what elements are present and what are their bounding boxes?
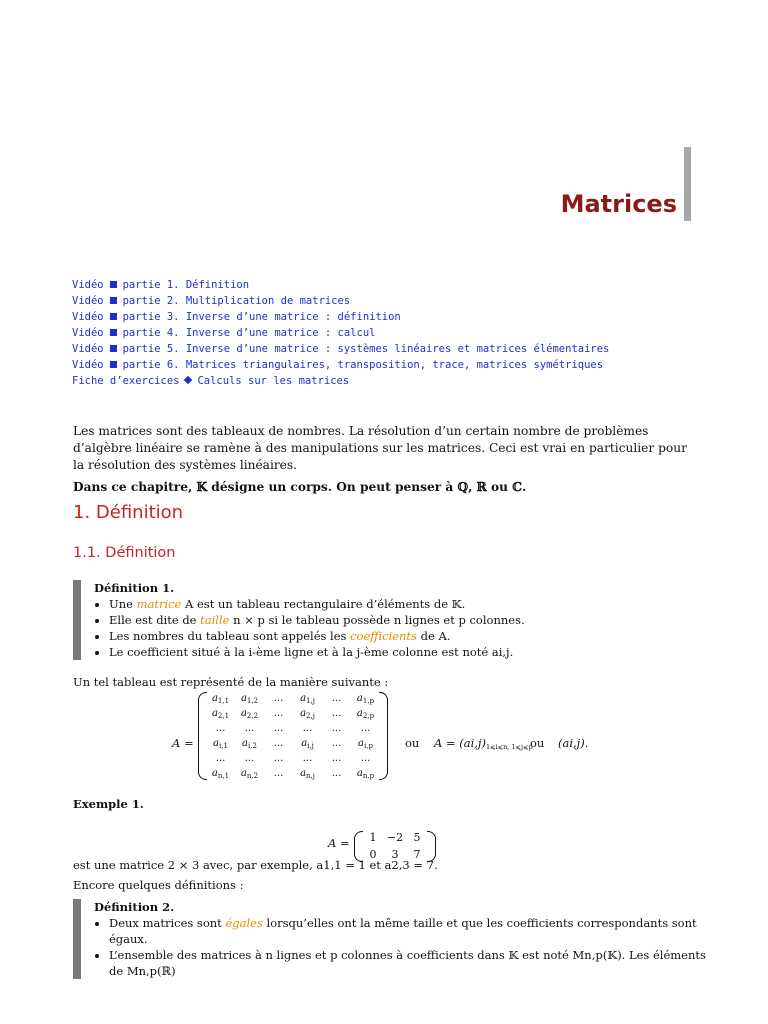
matrix-cell: $a_{n,p}$ xyxy=(356,768,375,780)
definition-item: • Elle est dite de taille n × p si le tableau possède n lignes et p colonnes. xyxy=(109,612,525,628)
square-bullet-icon xyxy=(110,345,117,352)
intro-text: Les matrices sont des tableaux de nombres. La résolution d’un certain nombre de problèmes d’algèbre linéaire se ramène à des manipulations sur les matrices. Ceci est vrai en particulier pour la résolution des systèmes linéaires. xyxy=(73,424,687,472)
matrix-lhs: A = xyxy=(172,736,194,750)
matrix-cell: $a_{1,1}$ xyxy=(211,693,230,705)
page-title: Matrices xyxy=(560,190,677,218)
square-bullet-icon xyxy=(110,297,117,304)
example-title: Exemple 1. xyxy=(73,797,144,811)
matrix-cell: $a_{i,2}$ xyxy=(242,738,257,750)
alt-notation-2: (ai,j). xyxy=(558,736,589,750)
ou-1: ou xyxy=(405,736,420,750)
matrix-cell: $a_{2,1}$ xyxy=(211,708,230,720)
exercise-link[interactable]: Fiche d’exercices Calculs sur les matrices xyxy=(72,375,350,387)
matrix-cell: $a_{n,2}$ xyxy=(240,768,259,780)
definition-item: • L’ensemble des matrices à n lignes et p colonnes à coefficients dans 𝕂 est noté Mn,p(𝕂). Les éléments de Mn,p(ℝ) xyxy=(109,947,713,979)
alt-notation-1: $A = (ai,j)_{1⩽i⩽n, 1⩽j⩽p}$ xyxy=(434,736,533,751)
matrix-cell: ... xyxy=(331,723,342,734)
matrix-cell: $a_{1,j}$ xyxy=(300,693,315,705)
matrix-cell: $a_{i,p}$ xyxy=(358,738,373,750)
matrix-cell: 7 xyxy=(413,848,421,861)
example-text: est une matrice 2 × 3 avec, par exemple, a1,1 = 1 et a2,3 = 7. xyxy=(73,858,438,872)
matrix-cell: $a_{n,1}$ xyxy=(211,768,230,780)
matrix-cell: ... xyxy=(331,753,342,764)
square-bullet-icon xyxy=(110,329,117,336)
subsection-title: 1.1. Définition xyxy=(73,545,176,561)
matrix-cell: ... xyxy=(244,723,255,734)
video-link[interactable]: Vidéo partie 4. Inverse d’une matrice : calcul xyxy=(72,327,376,339)
matrix-cell: $a_{n,j}$ xyxy=(300,768,315,780)
matrix-cell: ... xyxy=(360,753,371,764)
matrix-cell: ... xyxy=(273,738,284,749)
matrix-cell: ... xyxy=(273,768,284,779)
video-link[interactable]: Vidéo partie 3. Inverse d’une matrice : définition xyxy=(72,311,401,323)
general-matrix xyxy=(172,692,589,780)
matrix-cell: $a_{i,j}$ xyxy=(301,738,314,750)
definition-title: Définition 2. xyxy=(94,900,175,914)
matrix-cell: 0 xyxy=(369,848,377,861)
square-bullet-icon xyxy=(110,313,117,320)
matrix-cell: ... xyxy=(360,723,371,734)
definition-item: • Deux matrices sont égales lorsqu’elles ont la même taille et que les coefficients correspondants sont égaux. xyxy=(109,915,713,947)
matrix-cell: 3 xyxy=(391,848,399,861)
matrix-cell: ... xyxy=(273,723,284,734)
video-link[interactable]: Vidéo partie 1. Définition xyxy=(72,279,250,291)
intro xyxy=(73,423,698,496)
video-links xyxy=(72,277,609,389)
matrix-cell: ... xyxy=(331,708,342,719)
matrix-cell: $a_{1,p}$ xyxy=(356,693,375,705)
definition-item: • Une matrice A est un tableau rectangulaire d’éléments de 𝕂. xyxy=(109,596,525,612)
matrix-cell: ... xyxy=(273,753,284,764)
title-accent-bar xyxy=(684,147,691,221)
more-definitions: Encore quelques définitions : xyxy=(73,878,244,892)
matrix-cell: $a_{2,2}$ xyxy=(240,708,259,720)
intro-bold: Dans ce chapitre, 𝕂 désigne un corps. On peut penser à ℚ, ℝ ou ℂ. xyxy=(73,480,527,494)
video-link[interactable]: Vidéo partie 6. Matrices triangulaires, transposition, trace, matrices symétriques xyxy=(72,359,604,371)
square-bullet-icon xyxy=(110,361,117,368)
matrix-cell: −2 xyxy=(386,831,404,844)
square-bullet-icon xyxy=(110,281,117,288)
diamond-icon xyxy=(184,376,192,384)
example-lhs: A = xyxy=(328,836,350,850)
definition-item: • Le coefficient situé à la i-ème ligne et à la j-ème colonne est noté ai,j. xyxy=(109,644,525,660)
matrix-cell: ... xyxy=(215,723,226,734)
matrix-cell: 1 xyxy=(369,831,377,844)
matrix-cell: $a_{2,p}$ xyxy=(356,708,375,720)
matrix-cell: ... xyxy=(273,693,284,704)
video-link[interactable]: Vidéo partie 5. Inverse d’une matrice : systèmes linéaires et matrices élémentaires xyxy=(72,343,610,355)
matrix-grid xyxy=(198,692,388,780)
matrix-cell: $a_{2,j}$ xyxy=(300,708,315,720)
example-matrix xyxy=(328,826,421,862)
matrix-cell: ... xyxy=(331,738,342,749)
representation-text: Un tel tableau est représenté de la manière suivante : xyxy=(73,675,389,689)
video-link[interactable]: Vidéo partie 2. Multiplication de matrices xyxy=(72,295,351,307)
definition-1 xyxy=(73,580,525,660)
matrix-cell: ... xyxy=(302,753,313,764)
matrix-cell: ... xyxy=(215,753,226,764)
definition-item: • Les nombres du tableau sont appelés les coefficients de A. xyxy=(109,628,525,644)
definition-2 xyxy=(73,899,713,979)
matrix-cell: ... xyxy=(331,693,342,704)
ou-2: ou xyxy=(530,736,545,750)
section-title: 1. Définition xyxy=(73,502,184,523)
matrix-cell: $a_{1,2}$ xyxy=(240,693,259,705)
matrix-cell: ... xyxy=(244,753,255,764)
matrix-cell: $a_{i,1}$ xyxy=(213,738,228,750)
matrix-cell: ... xyxy=(331,768,342,779)
matrix-cell: 5 xyxy=(413,831,421,844)
matrix-cell: ... xyxy=(302,723,313,734)
definition-title: Définition 1. xyxy=(94,581,175,595)
matrix-cell: ... xyxy=(273,708,284,719)
